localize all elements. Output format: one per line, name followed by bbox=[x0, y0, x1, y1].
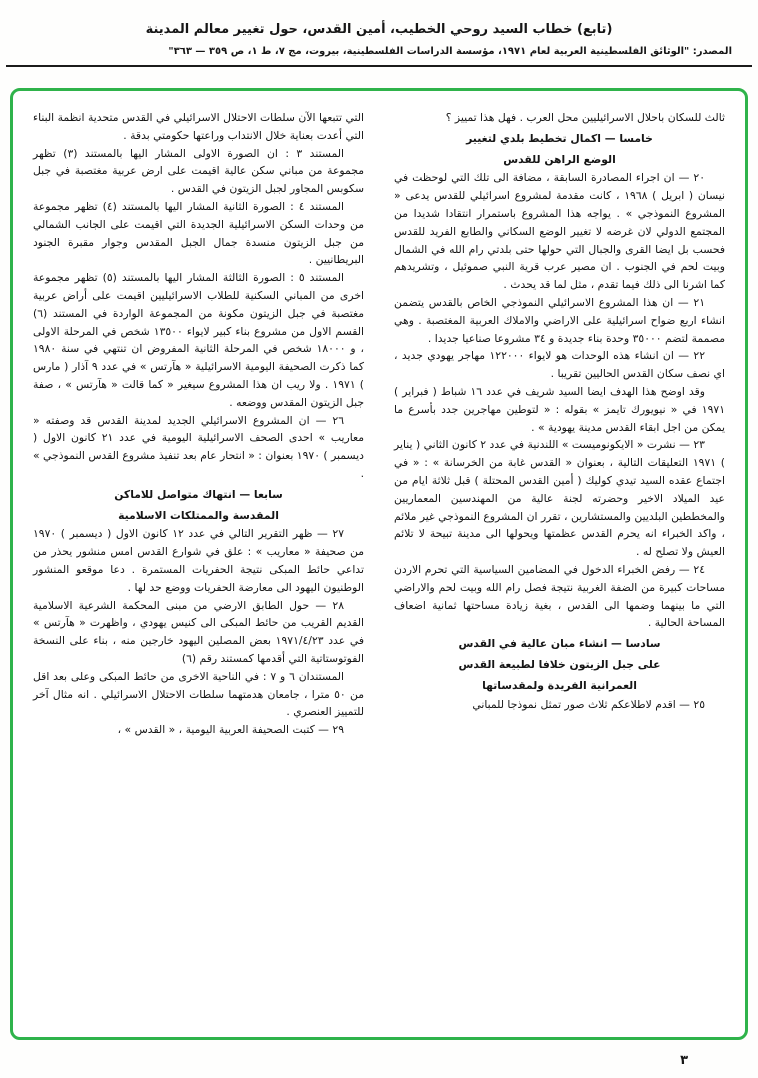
paragraph: ٢٠ — ان اجراء المصادرة السابقة ، مضافة الى تلك التي لوحظت في نيسان ( ابريل ) ١٩٦٨ ، كانت مقدمة لمشروع اسرائيلي للقدس يدعى « المشروع النموذجي » . يواجه هذا المشروع باستمرار انتقادا شديدا من المجتمع الدولي لان غرضه لا تغيير الوضع السكاني والطابع الفريد للقدس فحسب بل ايضا القرى والجبال التي حولها حتى بلدتي رام الله في الشمال وبيت لحم في الجنوب . ان مصير عرب قرية النبي صموئيل ، وتشريدهم كما اشرنا الى ذلك فيما تقدم ، مثل لما قد يحدث . bbox=[394, 171, 725, 292]
paragraph: المستند ٥ : الصورة الثالثة المشار اليها بالمستند (٥) تظهر مجموعة اخرى من المباني السكنية للطلاب الاسرائيليين اقيمت على أراض عربية مغتصبة في جبل الزيتون مكونة من المجموعة الواردة في المستند (٦) القسم الاول من مشروع بناء كبير لايواء ١٣٥٠٠ شخص في المرحلة الاولى ، و ١٨٠٠٠ شخص في المرحلة الثانية المفروض ان تنتهي في سنة ١٩٨٠ كما ذكرت الصحيفة اليومية الاسرائيلية « هآرتس » في عدد ٩ آذار ( مارس ) ١٩٧١ . ولا ريب ان هذا المشروع سيغير « كما قالت « هآرتس » ، صفة جبل الزيتون المقدس ووضعه . bbox=[33, 271, 364, 409]
paragraph: المستند ٤ : الصورة الثانية المشار اليها بالمستند (٤) تظهر مجموعة من وحدات السكن الاسرائيلية الجديدة التي اقيمت على الجانب الشمالي من جبل الزيتون منسدة جمال الجبل المقدس وجوار مقبرة الجنود البريطانيين . bbox=[33, 199, 364, 267]
paragraph: ٢٢ — ان انشاء هذه الوحدات هو لايواء ١٢٢٠٠٠ مهاجر يهودي جديد ، اي نصف سكان القدس الحاليين تقريبا . bbox=[394, 349, 725, 381]
section-heading: سابعا — انتهاك متواصل للاماكن bbox=[114, 487, 283, 501]
paragraph: التي تتبعها الآن سلطات الاحتلال الاسرائيلي في القدس متحدية انظمة البناء التي أعدت بعناية خلال الانتداب وراعتها حكومتي بدقة . bbox=[33, 111, 364, 142]
paragraph: ٢٩ — كتبت الصحيفة العربية اليومية ، « القدس » ، bbox=[117, 723, 344, 737]
left-column bbox=[33, 109, 364, 1019]
document-source: المصدر: "الوثائق الفلسطينية العربية لعام ١٩٧١، مؤسسة الدراسات الفلسطينية، بيروت، مج ٧، ط ١، ص ٣٥٩ — ٣٦٣" bbox=[168, 46, 732, 57]
paragraph: المستند ٣ : ان الصورة الاولى المشار اليها بالمستند (٣) تظهر مجموعة من مباني سكن عالية اقيمت على ارض عربية مغتصبة في جبل سكوبس المجاور لجبل الزيتون في القدس . bbox=[33, 146, 364, 196]
paragraph: ٢٤ — رفض الخبراء الدخول في المضامين السياسية التي تحرم الاردن مساحات كبيرة من الضفة الغربية نتيجة فصل رام الله وبيت لحم والاراضي التي ما بينهما وضمها الى القدس ، بغية زيادة مساحتها ثمانية اضعاف المساحة الحالية . bbox=[394, 562, 725, 630]
section-heading: على جبل الزيتون خلافا لطبيعة القدس bbox=[458, 657, 661, 671]
section-heading: الوضع الراهن للقدس bbox=[503, 152, 616, 166]
document-header bbox=[0, 0, 758, 57]
paragraph: ٢١ — ان هذا المشروع الاسرائيلي النموذجي الخاص بالقدس يتضمن انشاء اربع ضواح اسرائيلية على الاراضي والاملاك العربية المغتصبة . وهي مصممة لتضم ٣٥٠٠٠ وحدة بناء جديدة و ٣٤ مشروعا صناعيا جديدا . bbox=[394, 295, 725, 345]
right-column bbox=[394, 109, 725, 1019]
section-heading: سادسا — انشاء مبان عالية في القدس bbox=[458, 637, 661, 651]
page-number: ٣ bbox=[680, 1053, 688, 1068]
section-heading: خامسا — اكمال تخطيط بلدي لتغيير bbox=[466, 131, 653, 145]
paragraph: ٢٥ — اقدم لاطلاعكم ثلاث صور تمثل نموذجا للمباني bbox=[472, 697, 705, 711]
document-title: (تابع) خطاب السيد روحي الخطيب، أمين القدس، حول تغيير معالم المدينة bbox=[145, 22, 613, 37]
paragraph: ٢٧ — ظهر التقرير التالي في عدد ١٢ كانون الاول ( ديسمبر ) ١٩٧٠ من صحيفة « معاريب » : علق في شوارع القدس امس منشور يحذر من تداعي حائط المبكى نتيجة الحفريات المستمرة . دعا موقعو المنشور الوطنيون اليهود الى معارضة الحفريات ووضع حد لها . bbox=[33, 527, 364, 594]
paragraph: ثالث للسكان باحلال الاسرائيليين محل العرب . فهل هذا تمييز ؟ bbox=[445, 111, 725, 124]
header-divider bbox=[6, 65, 752, 67]
text-columns bbox=[33, 109, 725, 1019]
section-heading: المقدسة والممتلكات الاسلامية bbox=[118, 508, 279, 522]
paragraph: وقد اوضح هذا الهدف ايضا السيد شريف في عدد ١٦ شباط ( فبراير ) ١٩٧١ في « نيويورك تايمز » بقوله : « لتوطين مهاجرين جدد بأسرع ما يمكن من اجل ابقاء القدس مدينة يهودية » . bbox=[394, 384, 725, 434]
section-heading: العمرانية الفريدة ولمقدساتها bbox=[482, 678, 637, 692]
paragraph: ٢٦ — ان المشروع الاسرائيلي الجديد لمدينة القدس قد وصفته « معاريب » احدى الصحف الاسرائيلية اليومية في عدد ٢١ كانون الاول ( ديسمبر ) ١٩٧٠ بعنوان : « انتحار عام بعد تنفيذ مشروع القدس النموذجي » . bbox=[33, 413, 364, 480]
paragraph: المستندان ٦ و ٧ : في الناحية الاخرى من حائط المبكى وعلى بعد اقل من ٥٠ مترا ، جامعان هدمتهما سلطات الاحتلال الاسرائيلي . انه مثال آخر للتمييز العنصري . bbox=[33, 669, 364, 719]
content-frame bbox=[10, 88, 748, 1040]
paragraph: ٢٨ — حول الطابق الارضي من مبنى المحكمة الشرعية الاسلامية القديم القريب من حائط المبكى الى كنيس يهودي ، واظهرت « هآرتس » في عدد ١٩٧١/٤/٢٣ بعض المصلين اليهود خارجين منه ، بناء على النسخة الفوتوستاتية التي أقدمها كمستند رقم (٦) bbox=[33, 598, 364, 665]
paragraph: ٢٣ — نشرت « الايكونوميست » اللندنية في عدد ٢ كانون الثاني ( يناير ) ١٩٧١ التعليقات التالية ، بعنوان « القدس غابة من الخرسانة » : « في اجتماع عقده السيد تيدي كوليك ( أمين القدس المحتلة ) قبل ثلاثة ايام من عيد الميلاد الاخير وحضرته لجنة عالية من المهندسين المعماريين والمخططين البلديين والمستشارين ، تقرر ان المشروع النموذجي غير ملائم ، واكد الخبراء انه يحرم القدس عظمتها ويحولها الى مدينة تبيحة لا تلائم العيش ولا تصلح له . bbox=[393, 438, 725, 559]
